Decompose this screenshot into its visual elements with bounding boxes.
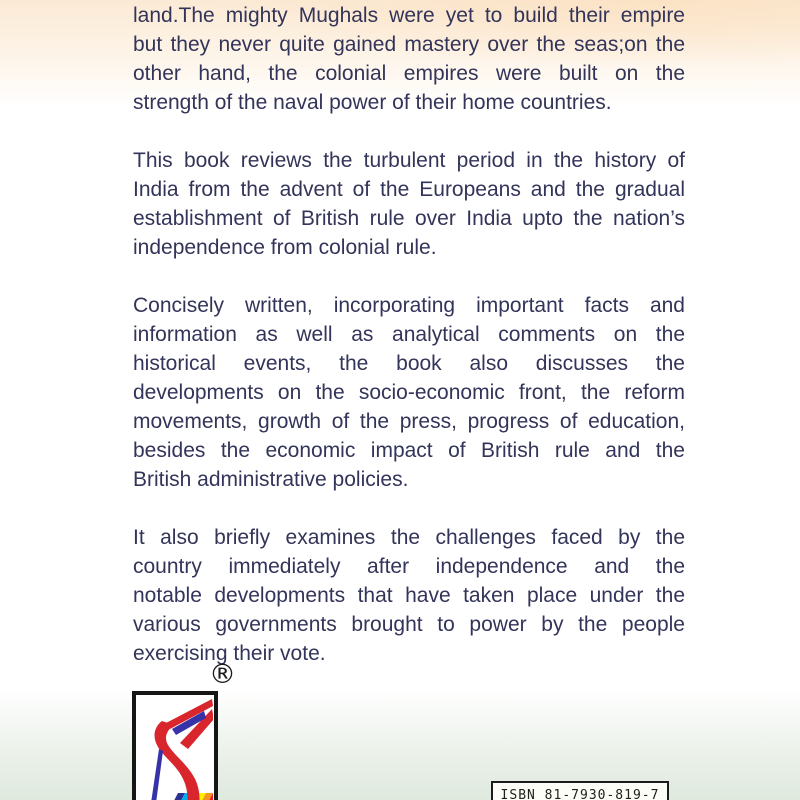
text-line: historical events, the book also discusses the — [133, 352, 685, 375]
isbn-label: ISBN 81-7930-819-7 — [500, 788, 660, 800]
text-line: Concisely written, incorporating important facts and — [133, 294, 685, 317]
text-line: India from the advent of the Europeans and the gradual — [133, 178, 685, 201]
text-line: various governments brought to power by the people — [133, 613, 685, 636]
text-line: British administrative policies. — [133, 468, 409, 491]
text-line: land.The mighty Mughals were yet to build their empire — [133, 4, 685, 27]
text-line: It also briefly examines the challenges faced by the — [133, 526, 685, 549]
spectrum-swoosh-logo-icon — [132, 691, 218, 800]
text-line: other hand, the colonial empires were built on the — [133, 62, 685, 85]
text-line: movements, growth of the press, progress of education, — [133, 410, 685, 433]
text-line: independence from colonial rule. — [133, 236, 437, 259]
text-line: establishment of British rule over India upto the nation’s — [133, 207, 685, 230]
text-line: besides the economic impact of British rule and the — [133, 439, 685, 462]
registered-trademark-symbol: ® — [209, 659, 236, 690]
text-line: strength of the naval power of their home countries. — [133, 91, 612, 114]
text-line: This book reviews the turbulent period in the history of — [133, 149, 685, 172]
paragraph — [133, 291, 685, 494]
paragraph — [133, 1, 685, 117]
paragraph — [133, 146, 685, 262]
text-line: but they never quite gained mastery over the seas;on the — [133, 33, 685, 56]
text-line: notable developments that have taken place under the — [133, 584, 685, 607]
text-line: country immediately after independence and the — [133, 555, 685, 578]
paragraph — [133, 523, 685, 668]
body-text — [133, 1, 685, 668]
isbn-box — [491, 781, 669, 800]
text-line: developments on the socio-economic front, the reform — [133, 381, 685, 404]
text-line: exercising their vote. — [133, 642, 326, 665]
text-line: information as well as analytical comments on the — [133, 323, 685, 346]
publisher-logo — [132, 691, 218, 800]
